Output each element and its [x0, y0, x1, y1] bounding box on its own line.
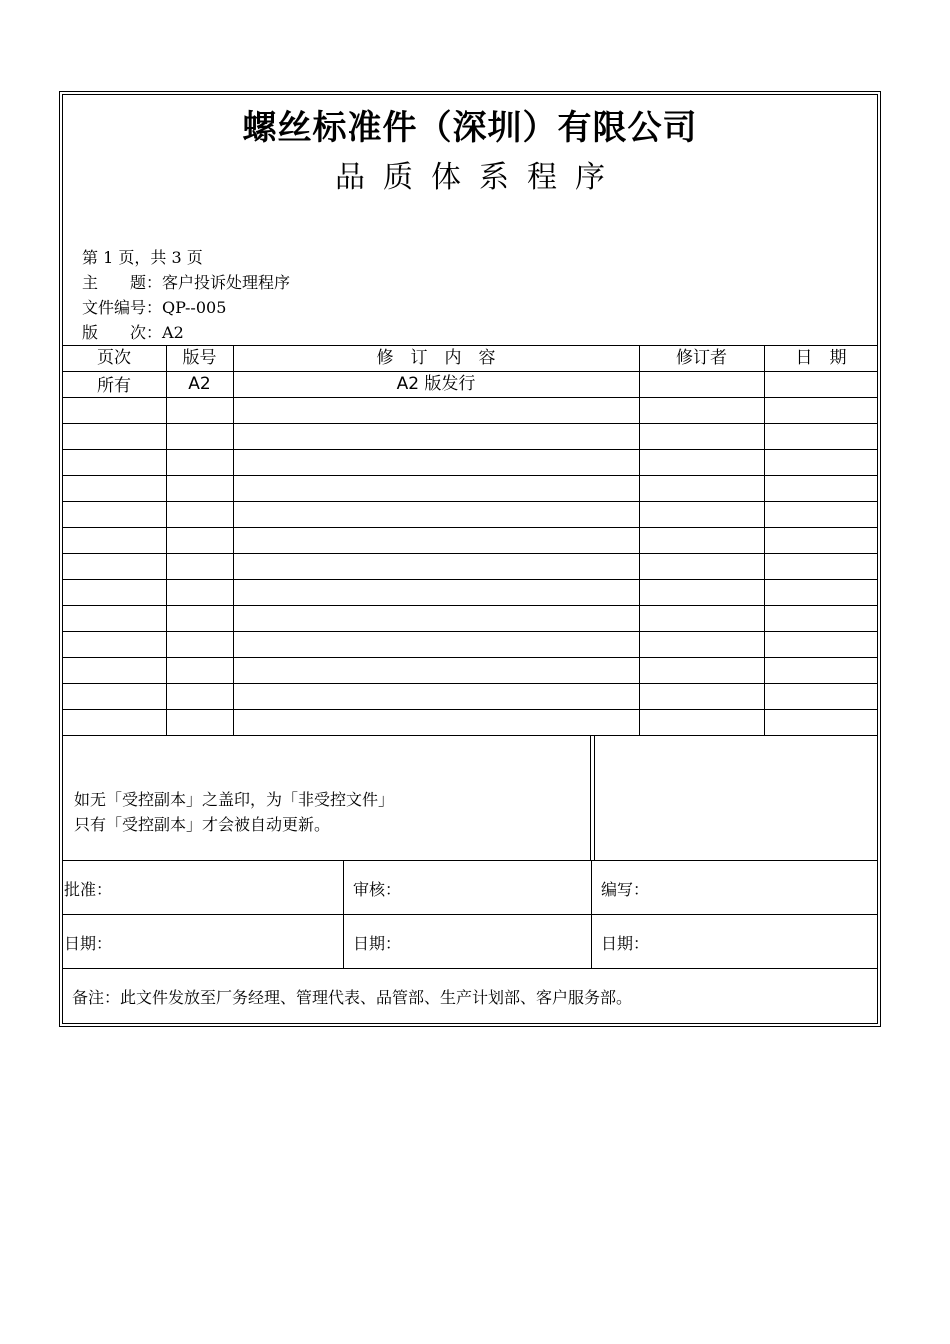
table-row-divider: [62, 423, 878, 424]
divider: [594, 736, 595, 861]
docno-line: [82, 298, 226, 318]
approve-label: 批准：: [64, 880, 113, 899]
table-row-divider: [62, 657, 878, 658]
table-column-divider: [764, 345, 765, 735]
table-row-divider: [62, 605, 878, 606]
review-label: 审核：: [353, 880, 402, 899]
docno-value: QP--005: [162, 298, 227, 317]
docno-label: 文件编号：: [82, 298, 163, 317]
header-page: 页次: [97, 348, 131, 368]
document-inner-border: [62, 94, 878, 1024]
approve-date-label: 日期：: [64, 934, 113, 953]
header-date: 日 期: [795, 348, 847, 368]
table-column-divider: [166, 345, 167, 735]
divider: [62, 860, 878, 861]
table-cell: 所有: [97, 376, 131, 396]
subject-line: [82, 273, 290, 293]
table-row-divider: [62, 397, 878, 398]
table-row-divider: [62, 527, 878, 528]
table-column-divider: [639, 345, 640, 735]
header-reviser: 修订者: [676, 348, 727, 368]
distribution-remark: 备注：此文件发放至厂务经理、管理代表、品管部、生产计划部、客户服务部。: [72, 988, 633, 1007]
version-line: [82, 323, 184, 343]
table-row-divider: [62, 449, 878, 450]
review-date-label: 日期：: [353, 934, 402, 953]
subject-label: 主 题：: [82, 273, 163, 292]
table-cell: A2: [188, 374, 211, 394]
table-row-divider: [62, 553, 878, 554]
version-value: A2: [162, 323, 184, 342]
table-row-divider: [62, 631, 878, 632]
subject-value: 客户投诉处理程序: [162, 273, 291, 292]
divider: [343, 860, 344, 968]
table-row-divider: [62, 709, 878, 710]
divider: [62, 968, 878, 969]
divider: [590, 736, 591, 861]
divider: [62, 914, 878, 915]
table-row-divider: [62, 735, 878, 736]
control-note-line-1: 如无「受控副本」之盖印，为「非受控文件」: [74, 790, 395, 809]
table-row-divider: [62, 579, 878, 580]
page-count: 第 1 页，共 3 页: [82, 248, 203, 267]
table-row-divider: [62, 683, 878, 684]
table-row-divider: [62, 475, 878, 476]
control-note-line-2: 只有「受控副本」才会被自动更新。: [74, 815, 331, 834]
header-content: 修 订 内 容: [376, 348, 496, 368]
document-subtitle: 品质体系程序: [335, 160, 623, 195]
divider: [591, 860, 592, 968]
version-label: 版 次：: [82, 323, 163, 342]
company-name: 螺丝标准件（深圳）有限公司: [242, 108, 698, 148]
header-version: 版号: [182, 348, 217, 368]
table-row-divider: [62, 501, 878, 502]
table-column-divider: [233, 345, 234, 735]
prepare-date-label: 日期：: [601, 934, 650, 953]
prepare-label: 编写：: [601, 880, 650, 899]
table-cell: A2 版发行: [396, 374, 476, 394]
